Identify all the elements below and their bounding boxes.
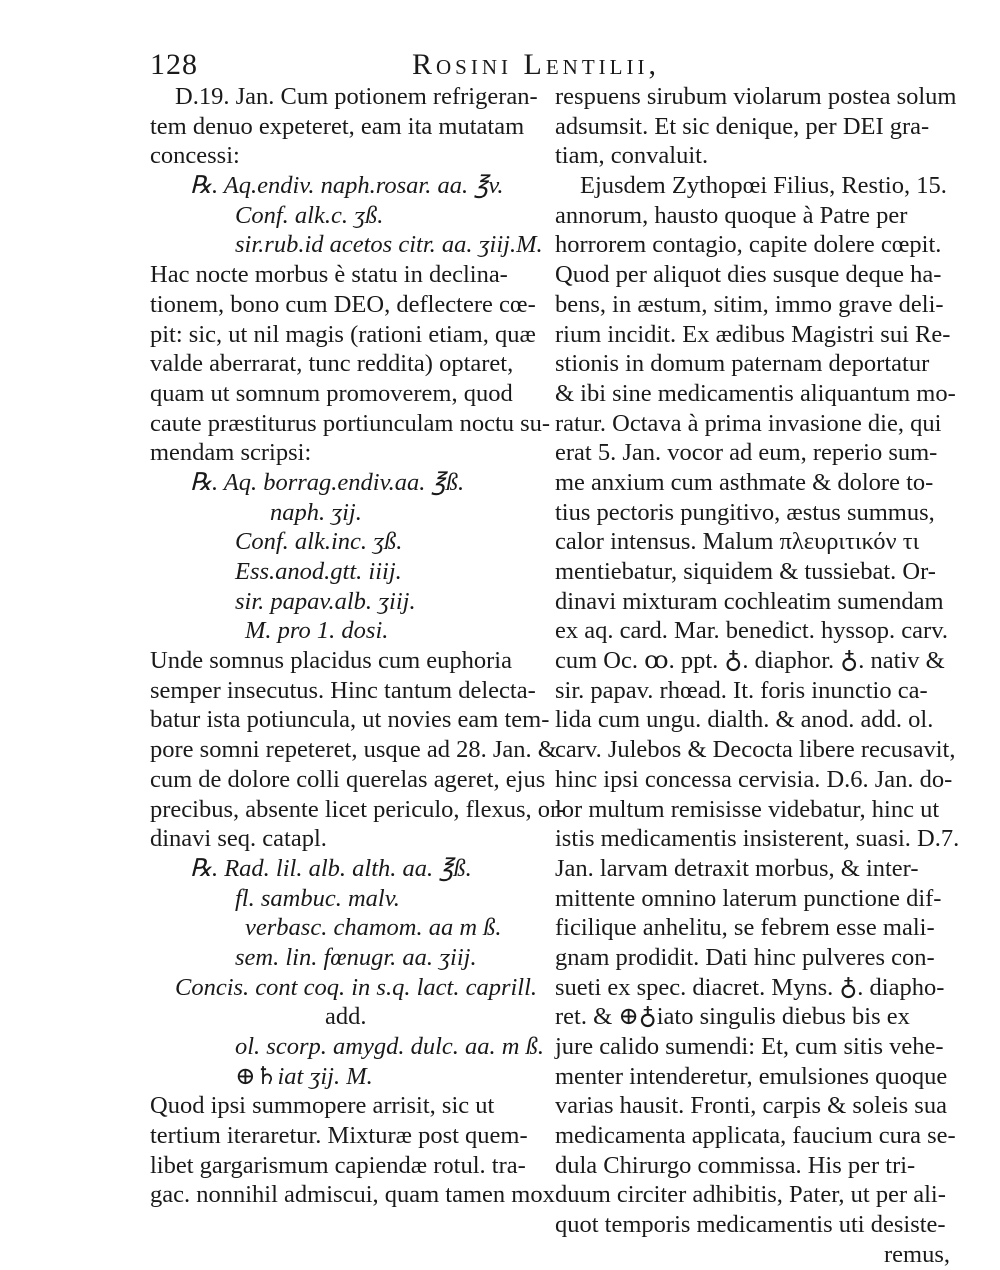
text-line: rium incidit. Ex ædibus Magistri sui Re- [555, 320, 951, 348]
text-line: istis medicamentis insisterent, suasi. D.7. [555, 825, 960, 853]
text-line: calor intensus. Malum πλευριτικόν τι [555, 528, 920, 556]
recipe-line: ℞. Rad. lil. alb. alth. aa. ℥ß. [190, 854, 472, 882]
text-line: menter intenderetur, emulsiones quoque [555, 1062, 948, 1090]
text-line: libet gargarismum capiendæ rotul. tra- [150, 1151, 526, 1179]
text-line: adsumsit. Et sic denique, per DEI gra- [555, 112, 930, 140]
text-line: sir. papav. rhœad. It. foris inunctio ca- [555, 676, 928, 704]
text-line: tertium iteraretur. Mixturæ post quem- [150, 1122, 528, 1150]
text-line: cum Oc. ꝏ. ppt. ♁. diaphor. ♁. nativ & [555, 647, 945, 675]
text-line: respuens sirubum violarum postea solum [555, 83, 957, 110]
text-line: mentiebatur, siquidem & tussiebat. Or- [555, 558, 936, 585]
recipe-line: ol. scorp. amygd. dulc. aa. m ß. [235, 1033, 544, 1060]
recipe-line: sir.rub.id acetos citr. aa. ʒiij.M. [235, 231, 543, 259]
text-line: lida cum ungu. dialth. & anod. add. ol. [555, 706, 934, 734]
right-column [555, 82, 960, 1270]
text-line: dula Chirurgo commissa. His per tri- [555, 1151, 916, 1179]
text-line: carv. Julebos & Decocta libere recusavit, [555, 736, 956, 764]
text-line: cum de dolore colli querelas ageret, ejus [150, 765, 546, 793]
text-line: D.19. Jan. Cum potionem refrigeran- [175, 83, 538, 110]
text-line: ex aq. card. Mar. benedict. hyssop. carv. [555, 617, 948, 645]
text-line: varias hausit. Fronti, carpis & soleis sua [555, 1092, 947, 1120]
text-line: medicamenta applicata, faucium cura se- [555, 1122, 956, 1150]
text-line: bens, in æstum, sitim, immo grave deli- [555, 290, 944, 318]
recipe-line: Concis. cont coq. in s.q. lact. caprill. [175, 973, 538, 1001]
text-line: annorum, hausto quoque à Patre per [555, 201, 908, 229]
text-line: semper insecutus. Hinc tantum delecta- [150, 676, 536, 704]
recipe-line: verbasc. chamom. aa m ß. [245, 914, 502, 942]
text-line: pit: sic, ut nil magis (rationi etiam, quæ [150, 320, 536, 348]
text-line: tius pectoris pungitivo, æstus summus, [555, 498, 935, 526]
text-line: ratur. Octava à prima invasione die, qui [555, 409, 942, 437]
recipe-line: ⊕♄iat ʒij. M. [235, 1062, 373, 1090]
text-line: tionem, bono cum DEO, deflectere cœ- [150, 290, 536, 318]
running-head: Rosini Lentilii, [412, 48, 660, 81]
text-line: quam ut somnum promoverem, quod [150, 379, 513, 407]
text-line: Ejusdem Zythopœi Filius, Restio, 15. [580, 172, 947, 200]
text-line: Quod per aliquot dies susque deque ha- [555, 261, 942, 289]
text-line: horrorem contagio, capite dolere cœpit. [555, 231, 942, 259]
text-line: me anxium cum asthmate & dolore to- [555, 468, 934, 496]
catchword: remus, [884, 1240, 950, 1268]
text-line: mittente omnino laterum punctione dif- [555, 884, 942, 912]
text-line: sueti ex spec. diacret. Myns. ♁. diapho- [555, 973, 945, 1001]
text-line: stionis in domum paternam deportatur [555, 350, 930, 378]
text-line: dinavi mixturam cochleatim sumendam [555, 587, 944, 615]
text-line: gnam prodidit. Dati hinc pulveres con- [555, 943, 935, 971]
text-line: precibus, absente licet periculo, flexus, or- [150, 795, 566, 823]
text-line: Hac nocte morbus è statu in declina- [150, 261, 508, 289]
text-line: jure calido sumendi: Et, cum sitis vehe- [555, 1033, 944, 1060]
text-line: tem denuo expeteret, eam ita mutatam [150, 112, 525, 140]
text-line: hinc ipsi concessa cervisia. D.6. Jan. do- [555, 765, 953, 793]
text-line: pore somni repeteret, usque ad 28. Jan. & [150, 736, 557, 764]
recipe-line: Ess.anod.gtt. iiij. [235, 558, 402, 585]
text-line: valde aberrarat, tunc reddita) optaret, [150, 350, 514, 378]
text-line: gac. nonnihil admiscui, quam tamen mox [150, 1181, 555, 1209]
text-line: tiam, convaluit. [555, 142, 709, 170]
text-line: duum circiter adhibitis, Pater, ut per ali- [555, 1181, 946, 1209]
text-line: Jan. larvam detraxit morbus, & inter- [555, 854, 919, 882]
recipe-line: add. [325, 1003, 367, 1031]
text-line: Unde somnus placidus cum euphoria [150, 647, 512, 675]
recipe-line: M. pro 1. dosi. [245, 617, 389, 645]
text-line: mendam scripsi: [150, 439, 312, 467]
recipe-line: naph. ʒij. [270, 498, 362, 526]
text-line: concessi: [150, 142, 240, 170]
recipe-line: Conf. alk.inc. ʒß. [235, 528, 403, 556]
recipe-line: sir. papav.alb. ʒiij. [235, 587, 416, 615]
text-line: lor multum remisisse videbatur, hinc ut [555, 795, 940, 823]
text-line: batur ista potiuncula, ut novies eam tem- [150, 706, 550, 734]
recipe-line: Conf. alk.c. ʒß. [235, 201, 384, 229]
text-line: ficilique anhelitu, se febrem esse mali- [555, 914, 935, 942]
text-line: caute præstiturus portiunculam noctu su- [150, 409, 551, 437]
text-line: erat 5. Jan. vocor ad eum, reperio sum- [555, 439, 938, 467]
recipe-line: ℞. Aq. borrag.endiv.aa. ℥ß. [190, 468, 465, 496]
text-line: ret. & ⊕♁iato singulis diebus bis ex [555, 1003, 910, 1031]
text-line: & ibi sine medicamentis aliquantum mo- [555, 379, 956, 407]
text-line: quot temporis medicamentis uti desiste- [555, 1211, 946, 1239]
left-column [150, 82, 566, 1210]
text-line: Quod ipsi summopere arrisit, sic ut [150, 1092, 495, 1120]
recipe-line: ℞. Aq.endiv. naph.rosar. aa. ℥v. [190, 172, 504, 200]
recipe-line: sem. lin. fœnugr. aa. ʒiij. [235, 943, 477, 971]
page-number: 128 [150, 48, 198, 81]
recipe-line: fl. sambuc. malv. [235, 884, 400, 912]
text-line: dinavi seq. catapl. [150, 825, 327, 853]
